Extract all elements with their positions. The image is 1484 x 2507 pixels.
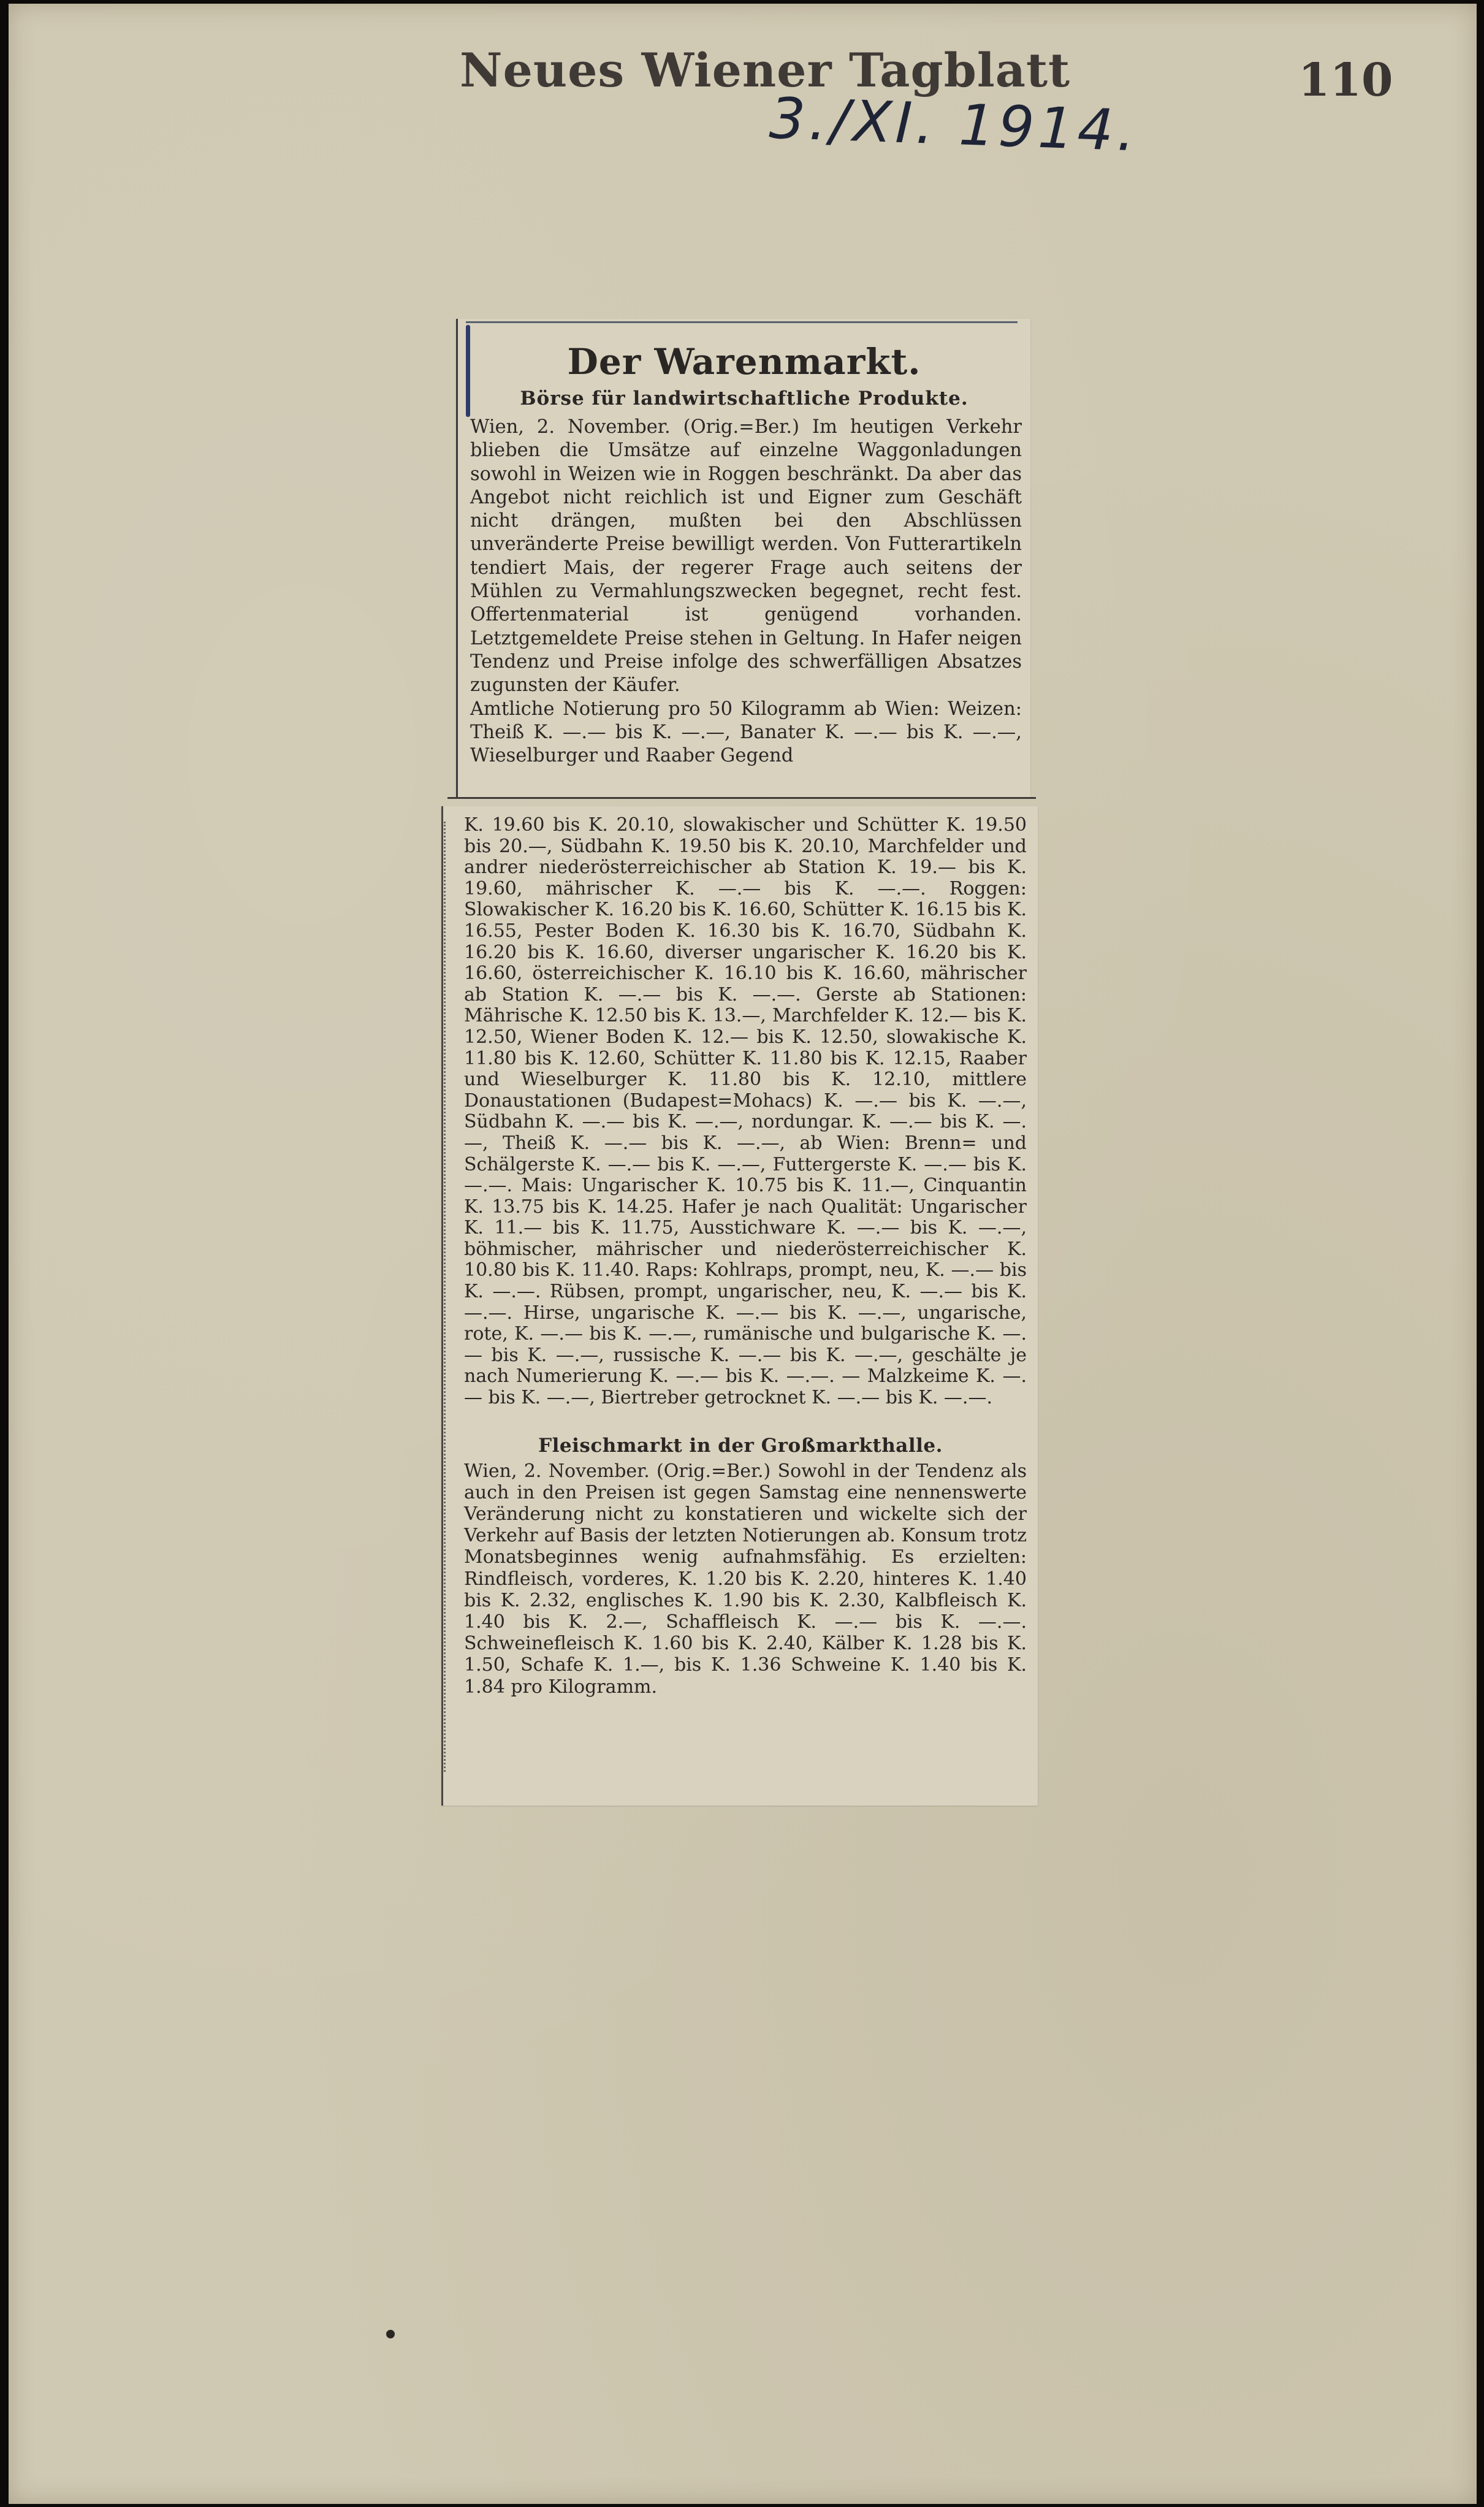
paragraph-market-report: Wien, 2. November. (Orig.=Ber.) Im heutigen Verkehr blieben die Umsätze auf einzelne Waggonladungen sowohl in Weizen wie in Roggen beschränkt. Da aber das Angebot nicht reichlich ist und Eigner zum Geschäft nicht drängen, mußten bei den Abschlüssen unveränderte Preise bewilligt werden. Von Futterartikeln tendiert Mais, der regerer Frage auch seitens der Mühlen zu Vermahlungszwecken begegnet, recht fest. Offertenmaterial ist genügend vorhanden. Letztgemeldete Preise stehen in Geltung. In Hafer neigen Tendenz und Preise infolge des schwerfälligen Absatzes zugunsten der Käufer. <box>470 416 1022 696</box>
page-number: 110 <box>1298 54 1393 107</box>
pen-mark <box>466 325 470 417</box>
newspaper-title: Neues Wiener Tagblatt <box>460 43 1071 97</box>
section-heading-fleischmarkt: Fleischmarkt in der Großmarkthalle. <box>538 1434 943 1457</box>
paragraph-price-list: K. 19.60 bis K. 20.10, slowakischer und Schütter K. 19.50 bis 20.—, Südbahn K. 19.50 bis K. 20.10, Marchfelder und andrer niederösterreichischer ab Station K. 19.— bis K. 19.60, mährischer K. —.— bis K. —.—. Roggen: Slowakischer K. 16.20 bis K. 16.60, Schütter K. 16.15 bis K. 16.55, Pester Boden K. 16.30 bis K. 16.70, Südbahn K. 16.20 bis K. 16.60, diverser ungarischer K. 16.20 bis K. 16.60, österreichischer K. 16.10 bis K. 16.60, mährischer ab Station K. —.— bis K. —.—. Gerste ab Stationen: Mährische K. 12.50 bis K. 13.—, Marchfelder K. 12.— bis K. 12.50, Wiener Boden K. 12.— bis K. 12.50, slowakische K. 11.80 bis K. 12.60, Schütter K. 11.80 bis K. 12.15, Raaber und Wieselburger K. 11.80 bis K. 12.10, mittlere Donaustationen (Budapest=Mohacs) K. —.— bis K. —.—, Südbahn K. —.— bis K. —.—, nordungar. K. —.— bis K. —.—, Theiß K. —.— bis K. —.—, ab Wien: Brenn= und Schälgerste K. —.— bis K. —.—, Futtergerste K. —.— bis K. —.—. Mais: Ungarischer K. 10.75 bis K. 11.—, Cinquantin K. 13.75 bis K. 14.25. Hafer je nach Qualität: Ungarischer K. 11.— bis K. 11.75, Ausstichware K. —.— bis K. —.—, böhmischer, mährischer und niederösterreichischer K. 10.80 bis K. 11.40. Raps: Kohlraps, prompt, neu, K. —.— bis K. —.—. Rübsen, prompt, ungarischer, neu, K. —.— bis K. —.—. Hirse, ungarische K. —.— bis K. —.—, ungarische, rote, K. —.— bis K. —.—, rumänische und bulgarische K. —.— bis K. —.—, russische K. —.— bis K. —.—, geschälte je nach Numerierung K. —.— bis K. —.—. — Malzkeime K. —.— bis K. —.—, Biertreber getrocknet K. —.— bis K. —.—. <box>464 814 1027 1409</box>
clipping-upper <box>456 319 1030 797</box>
handwritten-date: 3./XI. 1914. <box>768 85 1140 164</box>
section-heading-boerse: Börse für landwirtschaftliche Produkte. <box>520 387 968 410</box>
clipping-top-rule <box>466 321 1018 323</box>
column-perforation <box>444 822 452 1772</box>
cut-line <box>447 797 1036 799</box>
paragraph-official-quotation: Amtliche Notierung pro 50 Kilogramm ab Wien: Weizen: Theiß K. —.— bis K. —.—, Banater K. —.— bis K. —.—, Wieselburger und Raaber Gegend <box>470 698 1022 767</box>
clipping-lower <box>441 806 1038 1806</box>
article-title: Der Warenmarkt. <box>567 341 921 383</box>
paragraph-meat-market: Wien, 2. November. (Orig.=Ber.) Sowohl in der Tendenz als auch in den Preisen ist gegen Samstag eine nennenswerte Veränderung nicht zu konstatieren und wickelte sich der Verkehr auf Basis der letzten Notierungen ab. Konsum trotz Monatsbeginnes wenig aufnahmsfähig. Es erzielten: Rindfleisch, vorderes, K. 1.20 bis K. 2.20, hinteres K. 1.40 bis K. 2.32, englisches K. 1.90 bis K. 2.30, Kalbfleisch K. 1.40 bis K. 2.—, Schaffleisch K. —.— bis K. —.—. Schweinefleisch K. 1.60 bis K. 2.40, Kälber K. 1.28 bis K. 1.50, Schafe K. 1.—, bis K. 1.36 Schweine K. 1.40 bis K. 1.84 pro Kilogramm. <box>464 1460 1027 1698</box>
punch-hole <box>386 2330 395 2338</box>
